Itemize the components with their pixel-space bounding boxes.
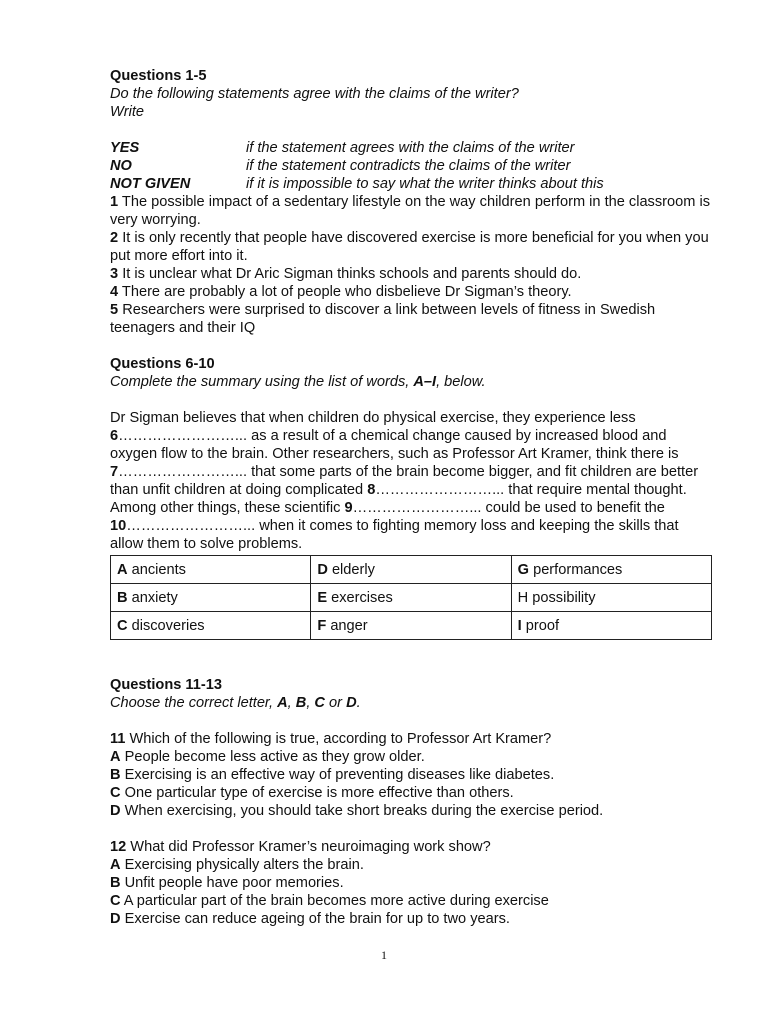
option-text: One particular type of exercise is more effective than others.: [124, 785, 514, 801]
option-letter: B: [110, 767, 121, 783]
instr-after: , below.: [436, 374, 486, 390]
question-11: [110, 730, 715, 820]
statement-3: [110, 265, 715, 283]
word-cell: [111, 612, 311, 640]
word-letter: H: [517, 589, 529, 606]
statement-number: 4: [110, 284, 119, 300]
blank-number-8: 8: [367, 482, 376, 498]
blank-number-7: 7: [110, 464, 119, 480]
page-number: 1: [381, 948, 387, 962]
word-table-row: [111, 584, 712, 612]
word-cell: [511, 556, 711, 584]
key-row-yes: [110, 139, 715, 157]
word-cell: [311, 556, 511, 584]
blank-number-9: 9: [344, 500, 353, 516]
word-letter: F: [317, 617, 327, 634]
option-text: People become less active as they grow older.: [124, 749, 425, 765]
summary-text: when it comes to fighting memory loss and keeping the skills that allow them to solve problems.: [110, 518, 679, 552]
answer-option: [110, 748, 715, 766]
question-12: [110, 838, 715, 928]
separator: .: [356, 695, 361, 711]
option-letter-a: A: [277, 695, 288, 711]
key-term: YES: [110, 140, 140, 156]
separator: ,: [306, 695, 315, 711]
question-number: 11: [110, 731, 126, 747]
word-text: elderly: [331, 561, 375, 578]
section1-instruction: Do the following statements agree with the claims of the writer?: [110, 86, 519, 102]
option-letter: B: [110, 875, 121, 891]
statement-text: There are probably a lot of people who disbelieve Dr Sigman’s theory.: [121, 284, 572, 300]
word-text: discoveries: [131, 617, 205, 634]
section3-heading: Questions 11-13: [110, 677, 222, 693]
question-text: Which of the following is true, according to Professor Art Kramer?: [129, 731, 552, 747]
word-text: possibility: [532, 589, 596, 606]
instr-text: Choose the correct letter,: [110, 695, 278, 711]
question-stem: [110, 838, 715, 856]
document-page: [110, 67, 715, 928]
summary-text: could be used to benefit the: [481, 500, 665, 516]
blank-number-10: 10: [110, 518, 127, 534]
word-letter: G: [517, 561, 530, 578]
answer-option: [110, 892, 715, 910]
question-number: 12: [110, 839, 127, 855]
statement-text: It is unclear what Dr Aric Sigman thinks schools and parents should do.: [122, 266, 582, 282]
section2-heading: Questions 6-10: [110, 356, 215, 372]
key-desc: if it is impossible to say what the writer thinks about this: [246, 176, 604, 192]
word-text: ancients: [131, 561, 186, 578]
instr-range: A–I: [413, 374, 437, 390]
word-cell: [311, 584, 511, 612]
answer-option: [110, 874, 715, 892]
answer-option: [110, 802, 715, 820]
option-letter-b: B: [295, 695, 307, 711]
summary-text: that require mental thought. Among other things, these scientific: [110, 482, 687, 516]
question-text: What did Professor Kramer’s neuroimaging work show?: [130, 839, 491, 855]
statement-4: [110, 283, 715, 301]
option-text: Exercising physically alters the brain.: [124, 857, 364, 873]
instr-before: Complete the summary using the list of words,: [110, 374, 414, 390]
option-text: A particular part of the brain becomes more active during exercise: [123, 893, 549, 909]
separator: or: [324, 695, 347, 711]
answer-option: [110, 910, 715, 928]
option-text: Exercising is an effective way of preventing diseases like diabetes.: [124, 767, 555, 783]
word-text: anxiety: [131, 589, 178, 606]
option-letter: D: [110, 803, 121, 819]
summary-paragraph: [110, 409, 715, 553]
separator: ,: [287, 695, 296, 711]
word-cell: [111, 584, 311, 612]
statement-number: 5: [110, 302, 119, 318]
statement-text: It is only recently that people have discovered exercise is more beneficial for you when you put more effort into it.: [110, 230, 709, 264]
summary-text: Dr Sigman believes that when children do physical exercise, they experience less: [110, 410, 636, 426]
word-table-row: [111, 556, 712, 584]
option-text: Unfit people have poor memories.: [124, 875, 344, 891]
word-cell: [511, 612, 711, 640]
statement-number: 3: [110, 266, 119, 282]
key-row-not-given: [110, 175, 715, 193]
section1-write: Write: [110, 104, 145, 120]
section3-instruction: [110, 694, 715, 712]
blank-number-6: 6: [110, 428, 119, 444]
statement-1: [110, 193, 715, 229]
key-desc: if the statement agrees with the claims of the writer: [246, 140, 575, 156]
section2-instruction: [110, 373, 715, 391]
word-letter: A: [117, 561, 128, 578]
section1-heading: Questions 1-5: [110, 68, 207, 84]
option-text: Exercise can reduce ageing of the brain for up to two years.: [124, 911, 510, 927]
option-letter: A: [110, 857, 121, 873]
statement-text: Researchers were surprised to discover a link between levels of fitness in Swedish teenagers and their IQ: [110, 302, 656, 336]
word-letter: B: [117, 589, 128, 606]
key-term: NOT GIVEN: [110, 176, 191, 192]
word-cell: [111, 556, 311, 584]
word-text: performances: [533, 561, 623, 578]
option-letter: C: [110, 893, 121, 909]
answer-option: [110, 856, 715, 874]
answer-option: [110, 766, 715, 784]
key-row-no: [110, 157, 715, 175]
word-text: anger: [330, 617, 368, 634]
word-cell: [511, 584, 711, 612]
key-desc: if the statement contradicts the claims of the writer: [246, 158, 571, 174]
word-text: exercises: [331, 589, 393, 606]
word-letter: D: [317, 561, 328, 578]
key-term: NO: [110, 158, 132, 174]
summary-text: that some parts of the brain become bigger, and fit children are better than unfit children at doing complicated: [110, 464, 699, 498]
question-stem: [110, 730, 715, 748]
statement-number: 2: [110, 230, 119, 246]
word-letter: I: [517, 617, 522, 634]
statement-text: The possible impact of a sedentary lifestyle on the way children perform in the classroom is very worrying.: [110, 194, 710, 228]
option-text: When exercising, you should take short breaks during the exercise period.: [124, 803, 604, 819]
option-letter: C: [110, 785, 121, 801]
option-letter-c: C: [314, 695, 325, 711]
option-letter: D: [110, 911, 121, 927]
word-list-table: [110, 555, 712, 640]
blank-9: ……………………...: [352, 500, 482, 516]
word-text: proof: [525, 617, 560, 634]
option-letter-d: D: [346, 695, 357, 711]
answer-option: [110, 784, 715, 802]
statement-5: [110, 301, 715, 337]
word-cell: [311, 612, 511, 640]
blank-8: ……………………...: [375, 482, 505, 498]
blank-10: ……………………...: [126, 518, 256, 534]
summary-text: as a result of a chemical change caused by increased blood and oxygen flow to the brain. Other researchers, such as Professor Art Kramer, think there is: [110, 428, 679, 462]
statement-2: [110, 229, 715, 265]
word-letter: E: [317, 589, 328, 606]
option-letter: A: [110, 749, 121, 765]
blank-7: ……………………...: [118, 464, 248, 480]
statement-number: 1: [110, 194, 119, 210]
word-table-row: [111, 612, 712, 640]
word-letter: C: [117, 617, 128, 634]
blank-6: ……………………...: [118, 428, 248, 444]
